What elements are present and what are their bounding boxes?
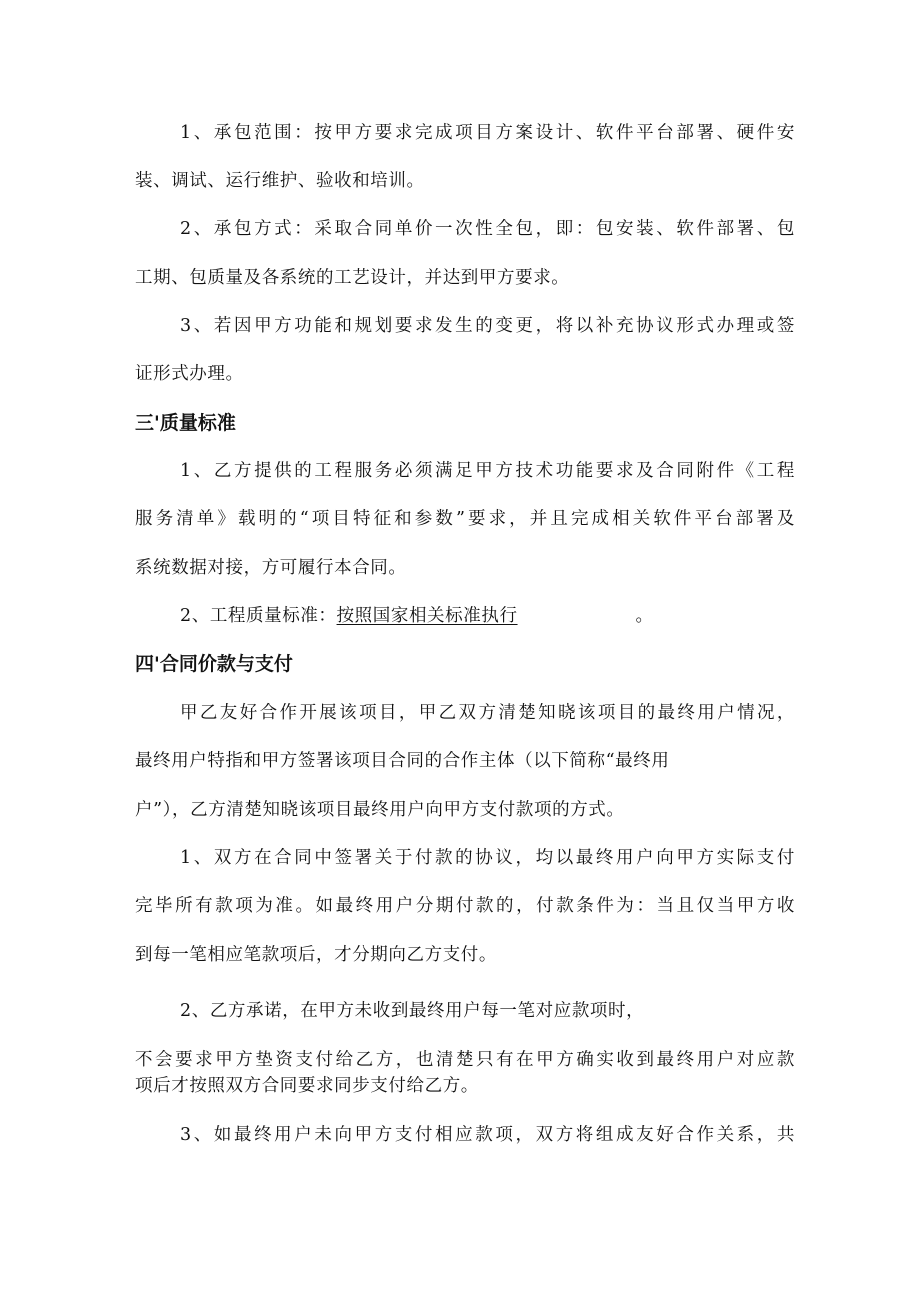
clause-2-line-2: 工期、包质量及各系统的工艺设计，并达到甲方要求。 bbox=[135, 268, 570, 288]
payment-1-line-1: 1、双方在合同中签署关于付款的协议，均以最终用户向甲方实际支付 bbox=[180, 848, 795, 868]
payment-2-line-3: 项后才按照双方合同要求同步支付给乙方。 bbox=[135, 1076, 479, 1096]
quality-standard-period: 。 bbox=[635, 606, 654, 626]
clause-1-line-2: 装、调试、运行维护、验收和培训。 bbox=[135, 171, 425, 191]
quality-1-line-1: 1、乙方提供的工程服务必须满足甲方技术功能要求及合同附件《工程 bbox=[180, 461, 795, 481]
quality-standard-value: 按照国家相关标准执行 bbox=[336, 606, 518, 626]
section-heading-payment: 四'合同价款与支付 bbox=[135, 653, 293, 675]
section-heading-quality: 三'质量标准 bbox=[135, 412, 236, 434]
payment-3-line-1: 3、如最终用户未向甲方支付相应款项，双方将组成友好合作关系，共 bbox=[180, 1125, 795, 1145]
payment-intro-line-1: 甲乙友好合作开展该项目，甲乙双方清楚知晓该项目的最终用户情况， bbox=[180, 703, 795, 723]
quality-standard-label: 2、工程质量标准： bbox=[180, 606, 337, 626]
clause-1-line-1: 1、承包范围：按甲方要求完成项目方案设计、软件平台部署、硬件安 bbox=[180, 123, 795, 143]
quality-1-line-2: 服务清单》载明的“项目特征和参数”要求，并且完成相关软件平台部署及 bbox=[135, 509, 795, 529]
clause-2-line-1: 2、承包方式：采取合同单价一次性全包，即：包安装、软件部署、包 bbox=[180, 219, 795, 239]
payment-2-line-2: 不会要求甲方垫资支付给乙方，也清楚只有在甲方确实收到最终用户对应款 bbox=[135, 1050, 795, 1070]
clause-3-line-2: 证形式办理。 bbox=[135, 364, 244, 384]
payment-intro-line-2: 最终用户特指和甲方签署该项目合同的合作主体（以下简称“最终用 bbox=[135, 751, 670, 771]
payment-1-line-3: 到每一笔相应笔款项后，才分期向乙方支付。 bbox=[135, 945, 497, 965]
payment-1-line-2: 完毕所有款项为准。如最终用户分期付款的，付款条件为：当且仅当甲方收 bbox=[135, 896, 795, 916]
payment-intro-line-3: 户”），乙方清楚知晓该项目最终用户向甲方支付款项的方式。 bbox=[135, 800, 625, 820]
quality-1-line-3: 系统数据对接，方可履行本合同。 bbox=[135, 558, 407, 578]
payment-2-line-1: 2、乙方承诺，在甲方未收到最终用户每一笔对应款项时， bbox=[180, 1001, 645, 1021]
clause-3-line-1: 3、若因甲方功能和规划要求发生的变更，将以补充协议形式办理或签 bbox=[180, 316, 795, 336]
quality-2-line bbox=[180, 603, 795, 629]
